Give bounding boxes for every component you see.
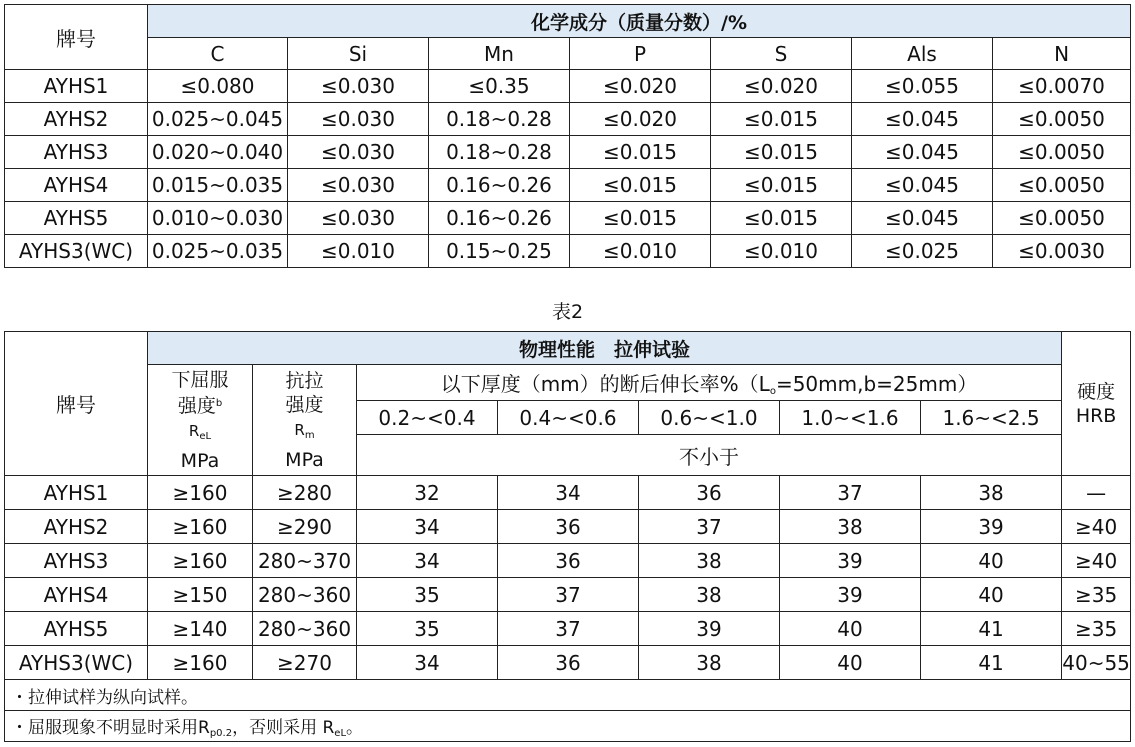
- elongation-cell: 37: [498, 612, 639, 646]
- composition-cell: 0.18~0.28: [429, 136, 570, 169]
- brand-cell: AYHS3(WC): [5, 235, 148, 268]
- elongation-cell: 40: [921, 544, 1062, 578]
- table-row: [5, 476, 1131, 510]
- brand-header: 牌号: [5, 332, 148, 476]
- tensile-cell: ≥290: [253, 510, 357, 544]
- properties-group-header: 物理性能 拉伸试验: [148, 332, 1062, 365]
- tensile-cell: 280~360: [253, 578, 357, 612]
- elongation-cell: 37: [498, 578, 639, 612]
- composition-cell: ≤0.015: [711, 202, 852, 235]
- brand-cell: AYHS5: [5, 202, 148, 235]
- col-header: C: [148, 38, 288, 70]
- brand-header: 牌号: [5, 5, 148, 70]
- composition-cell: ≤0.015: [711, 136, 852, 169]
- yield-cell: ≥150: [148, 578, 253, 612]
- footnote-1: ・拉伸试样为纵向试样。: [5, 680, 1131, 711]
- yield-cell: ≥140: [148, 612, 253, 646]
- brand-cell: AYHS1: [5, 70, 148, 103]
- table-row: [5, 169, 1131, 202]
- composition-cell: ≤0.0030: [993, 235, 1131, 268]
- hardness-cell: ≥40: [1062, 510, 1131, 544]
- elongation-cell: 38: [639, 578, 780, 612]
- composition-cell: 0.025~0.035: [148, 235, 288, 268]
- composition-cell: 0.16~0.26: [429, 202, 570, 235]
- hardness-cell: ≥40: [1062, 544, 1131, 578]
- elongation-cell: 36: [498, 646, 639, 680]
- composition-cell: ≤0.010: [570, 235, 711, 268]
- table-row: [5, 103, 1131, 136]
- elongation-cell: 39: [780, 578, 921, 612]
- elongation-cell: 40: [780, 612, 921, 646]
- composition-cell: ≤0.015: [570, 202, 711, 235]
- table-row: [5, 544, 1131, 578]
- composition-cell: ≤0.015: [711, 169, 852, 202]
- brand-cell: AYHS1: [5, 476, 148, 510]
- elongation-cell: 32: [357, 476, 498, 510]
- brand-cell: AYHS5: [5, 612, 148, 646]
- composition-cell: ≤0.030: [288, 103, 429, 136]
- thickness-col-header: 0.2~<0.4: [357, 401, 498, 435]
- composition-cell: 0.025~0.045: [148, 103, 288, 136]
- composition-cell: ≤0.030: [288, 202, 429, 235]
- hardness-cell: ≥35: [1062, 612, 1131, 646]
- tensile-cell: 280~370: [253, 544, 357, 578]
- elongation-cell: 38: [639, 544, 780, 578]
- elongation-cell: 39: [780, 544, 921, 578]
- yield-cell: ≥160: [148, 646, 253, 680]
- brand-cell: AYHS3(WC): [5, 646, 148, 680]
- composition-cell: ≤0.0050: [993, 169, 1131, 202]
- elongation-cell: 34: [498, 476, 639, 510]
- table-row: [5, 136, 1131, 169]
- composition-cell: ≤0.0070: [993, 70, 1131, 103]
- composition-cell: ≤0.045: [852, 202, 993, 235]
- thickness-col-header: 0.4~<0.6: [498, 401, 639, 435]
- elongation-cell: 38: [921, 476, 1062, 510]
- footnote-2: ・屈服现象不明显时采用$R_{p0.2}$，否则采用 $R_{eL}$。: [5, 711, 1131, 742]
- elongation-cell: 35: [357, 578, 498, 612]
- composition-cell: ≤0.0050: [993, 103, 1131, 136]
- brand-cell: AYHS3: [5, 544, 148, 578]
- composition-cell: ≤0.025: [852, 235, 993, 268]
- tensile-cell: ≥280: [253, 476, 357, 510]
- elongation-cell: 40: [780, 646, 921, 680]
- composition-cell: ≤0.030: [288, 136, 429, 169]
- brand-cell: AYHS2: [5, 510, 148, 544]
- col-header: Mn: [429, 38, 570, 70]
- brand-cell: AYHS3: [5, 136, 148, 169]
- yield-cell: ≥160: [148, 544, 253, 578]
- composition-cell: 0.15~0.25: [429, 235, 570, 268]
- physical-properties-table: [4, 331, 1131, 742]
- elongation-cell: 37: [780, 476, 921, 510]
- elongation-cell: 35: [357, 612, 498, 646]
- composition-cell: ≤0.015: [711, 103, 852, 136]
- table-row: [5, 70, 1131, 103]
- elongation-cell: 39: [921, 510, 1062, 544]
- brand-cell: AYHS4: [5, 578, 148, 612]
- composition-cell: ≤0.0050: [993, 202, 1131, 235]
- elongation-cell: 41: [921, 612, 1062, 646]
- composition-cell: ≤0.015: [570, 136, 711, 169]
- elongation-cell: 36: [639, 476, 780, 510]
- composition-cell: ≤0.045: [852, 103, 993, 136]
- hardness-cell: ≥35: [1062, 578, 1131, 612]
- elongation-cell: 40: [921, 578, 1062, 612]
- elongation-cell: 34: [357, 544, 498, 578]
- brand-cell: AYHS2: [5, 103, 148, 136]
- col-header: Si: [288, 38, 429, 70]
- composition-cell: ≤0.045: [852, 136, 993, 169]
- composition-cell: 0.015~0.035: [148, 169, 288, 202]
- composition-cell: ≤0.020: [570, 70, 711, 103]
- composition-cell: ≤0.010: [288, 235, 429, 268]
- composition-cell: ≤0.030: [288, 70, 429, 103]
- yield-strength-header: 下屈服 强度$^b$ $R_{eL}$ MPa: [148, 365, 253, 476]
- table-row: [5, 578, 1131, 612]
- composition-cell: 0.16~0.26: [429, 169, 570, 202]
- elongation-cell: 38: [639, 646, 780, 680]
- elongation-cell: 37: [639, 510, 780, 544]
- elongation-cell: 38: [780, 510, 921, 544]
- col-header: S: [711, 38, 852, 70]
- table-row: [5, 510, 1131, 544]
- thickness-col-header: 1.0~<1.6: [780, 401, 921, 435]
- tensile-cell: ≥270: [253, 646, 357, 680]
- table-row: [5, 612, 1131, 646]
- elongation-cell: 34: [357, 646, 498, 680]
- composition-cell: ≤0.0050: [993, 136, 1131, 169]
- composition-cell: ≤0.030: [288, 169, 429, 202]
- composition-cell: ≤0.015: [570, 169, 711, 202]
- elongation-cell: 41: [921, 646, 1062, 680]
- thickness-col-header: 1.6~<2.5: [921, 401, 1062, 435]
- chemical-composition-table: [4, 4, 1131, 268]
- composition-cell: ≤0.020: [570, 103, 711, 136]
- composition-cell: ≤0.045: [852, 169, 993, 202]
- table-caption: 表2: [551, 301, 584, 323]
- composition-cell: 0.010~0.030: [148, 202, 288, 235]
- composition-group-header: 化学成分（质量分数）/%: [148, 5, 1131, 38]
- hardness-cell: —: [1062, 476, 1131, 510]
- composition-cell: 0.18~0.28: [429, 103, 570, 136]
- composition-cell: ≤0.080: [148, 70, 288, 103]
- elongation-cell: 36: [498, 544, 639, 578]
- composition-cell: ≤0.010: [711, 235, 852, 268]
- table-row: [5, 646, 1131, 680]
- elongation-cell: 39: [639, 612, 780, 646]
- yield-cell: ≥160: [148, 510, 253, 544]
- elongation-header: 以下厚度（mm）的断后伸长率$\%(L_o=50mm,b=25mm)$: [357, 365, 1062, 401]
- composition-cell: 0.020~0.040: [148, 136, 288, 169]
- hardness-header: 硬度 HRB: [1062, 332, 1131, 476]
- tensile-strength-header: 抗拉 强度 $R_m$ MPa: [253, 365, 357, 476]
- yield-cell: ≥160: [148, 476, 253, 510]
- composition-cell: ≤0.35: [429, 70, 570, 103]
- col-header: N: [993, 38, 1131, 70]
- elongation-cell: 34: [357, 510, 498, 544]
- elongation-cell: 36: [498, 510, 639, 544]
- col-header: P: [570, 38, 711, 70]
- table-row: [5, 235, 1131, 268]
- not-less-than-label: 不小于: [357, 435, 1062, 476]
- hardness-cell: 40~55: [1062, 646, 1131, 680]
- composition-cell: ≤0.020: [711, 70, 852, 103]
- tensile-cell: 280~360: [253, 612, 357, 646]
- col-header: Als: [852, 38, 993, 70]
- table-row: [5, 202, 1131, 235]
- composition-cell: ≤0.055: [852, 70, 993, 103]
- thickness-col-header: 0.6~<1.0: [639, 401, 780, 435]
- brand-cell: AYHS4: [5, 169, 148, 202]
